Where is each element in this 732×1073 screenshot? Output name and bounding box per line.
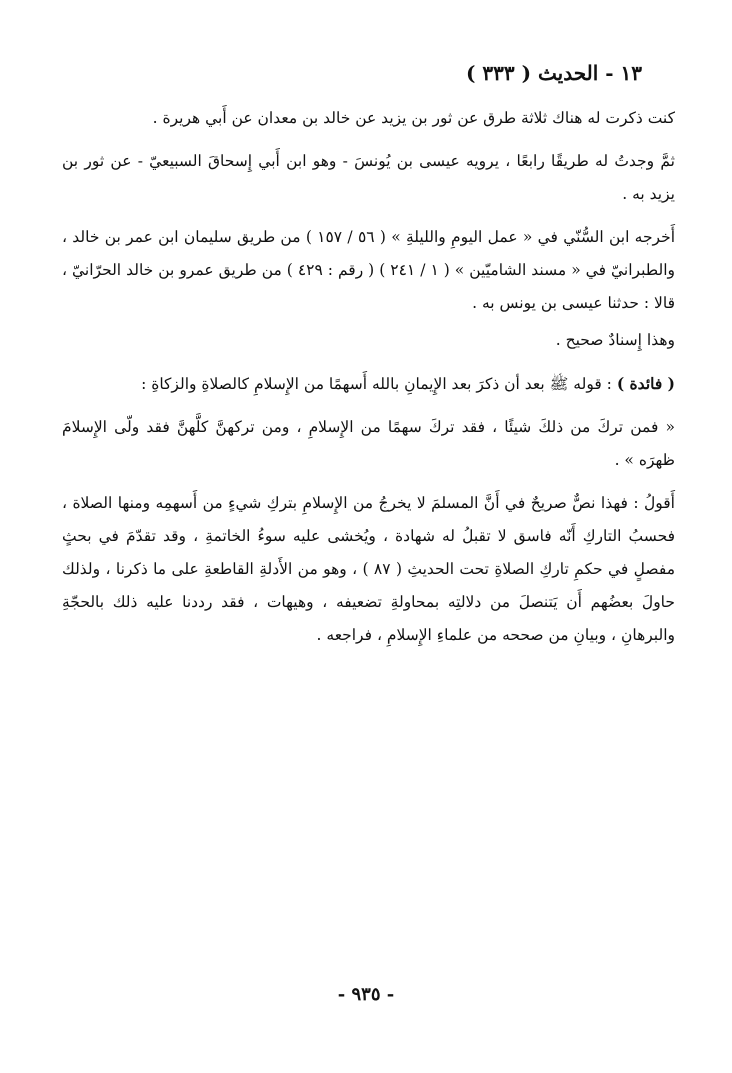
page-body bbox=[62, 102, 675, 662]
paragraph-fourth-route: ثمَّ وجدتُ له طريقًا رابعًا ، يرويه عيسى بن يُونسَ - وهو ابن أَبي إِسحاقَ السبيعيّ - عن ثور بن يزيد به . bbox=[62, 152, 675, 203]
paragraph-intro: كنت ذكرت له هناك ثلاثة طرق عن ثور بن يزيد عن خالد بن معدان عن أَبي هريرة . bbox=[152, 109, 675, 127]
paragraph-takhrij: أَخرجه ابن السُّنّي في « عمل اليومِ والليلةِ » ( ٥٦ / ١٥٧ ) من طريق سليمان ابن عمر بن خالد ، والطبرانيّ في « مسند الشاميّين » ( ١ / ٢٤١ ) ( رقم : ٤٢٩ ) من طريق عمرو بن خالد الحرّانيّ ، قالا : حدثنا عيسى بن يونس به . bbox=[62, 228, 675, 312]
benefit-label: ( فائدة ) bbox=[616, 374, 675, 393]
benefit-text: : قوله ﷺ بعد أن ذكرَ بعد الإِيمانِ بالله أَسهمًا من الإِسلامِ كالصلاةِ والزكاةِ : bbox=[141, 375, 612, 393]
paragraph-author-comment: أَقولُ : فهذا نصٌّ صريحٌ في أَنَّ المسلمَ لا يخرجُ من الإِسلامِ بتركِ شيءٍ من أَسهمِه ومنها الصلاة ، فحسبُ التاركِ أَنّه فاسق لا تقبلُ له شهادة ، ويُخشى عليه سوءُ الخاتمةِ ، وقد تقدّمَ في بحثٍ مفصلٍ في حكمِ تاركِ الصلاةِ تحت الحديثِ ( ٨٧ ) ، وهو من الأَدلةِ القاطعةِ على ما ذكرنا ، ولذلك حاولَ بعضُهم أَن يَتنصلَ من دلالتِه بمحاولةِ تضعيفه ، وهيهات ، فقد رددنا عليه ذلك بالحجّةِ والبرهانِ ، وبيانِ من صححه من علماءِ الإِسلامِ ، فراجعه . bbox=[62, 494, 676, 644]
hadith-heading: ١٣ - الحديث ( ٣٣٣ ) bbox=[465, 61, 642, 85]
paragraph-isnad-verdict: وهذا إِسنادٌ صحيح . bbox=[555, 331, 675, 349]
paragraph-benefit bbox=[62, 367, 675, 401]
page-number: - ٩٣٥ - bbox=[337, 984, 395, 1005]
paragraph-hadith-quote: « فمن تركَ من ذلكَ شيئًا ، فقد تركَ سهمًا من الإِسلامِ ، ومن تركهنَّ كلَّهنَّ فقد ولّى الإِسلامَ ظهرَه » . bbox=[62, 418, 675, 469]
